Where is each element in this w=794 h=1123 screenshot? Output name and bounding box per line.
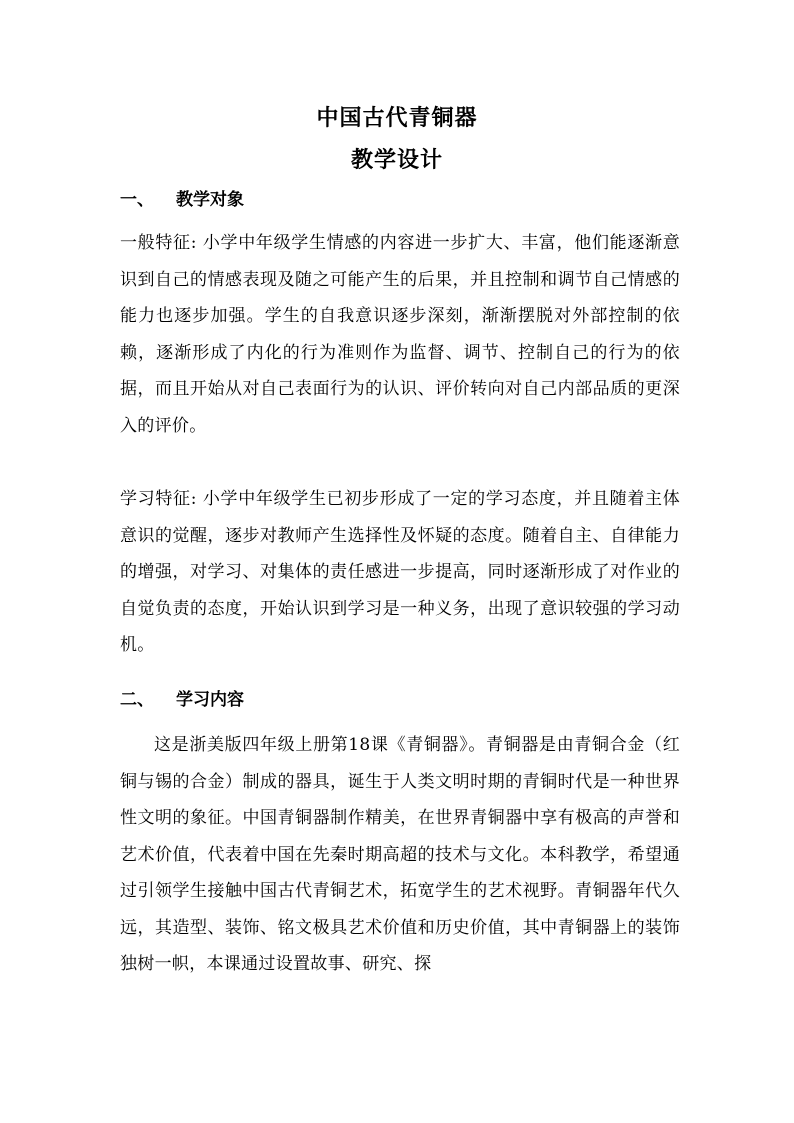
section-heading-text: 学习内容: [176, 690, 244, 710]
paragraph-learning-features: 学习特征: 小学中年级学生已初步形成了一定的学习态度，并且随着主体意识的觉醒，逐步对教师产生选择性及怀疑的态度。随着自主、自律能力的增强，对学习、对集体的责任感进一步提高，同时逐渐形成了对作业的自觉负责的态度，开始认识到学习是一种义务，出现了意识较强的学习动机。: [120, 489, 680, 655]
document-title: 中国古代青铜器: [316, 105, 478, 131]
section-heading-learning-content: [120, 687, 244, 713]
section-heading-teaching-object: [120, 187, 244, 213]
section-heading-text: 教学对象: [176, 190, 244, 210]
section-number: 一、: [120, 190, 154, 210]
section-number: 二、: [120, 690, 154, 710]
paragraph-general-features: 一般特征: 小学中年级学生情感的内容进一步扩大、丰富，他们能逐渐意识到自己的情感表现及随之可能产生的后果，并且控制和调节自己情感的能力也逐步加强。学生的自我意识逐步深刻，渐渐摆脱对外部控制的依赖，逐渐形成了内化的行为准则作为监督、调节、控制自己的行为的依据，而且开始从对自己表面行为的认识、评价转向对自己内部品质的更深入的评价。: [120, 233, 680, 436]
paragraph-learning-content: 这是浙美版四年级上册第18课《青铜器》。青铜器是由青铜合金（红铜与锡的合金）制成的器具，诞生于人类文明时期的青铜时代是一种世界性文明的象征。中国青铜器制作精美，在世界青铜器中享有极高的声誉和艺术价值，代表着中国在先秦时期高超的技术与文化。本科教学，希望通过引领学生接触中国古代青铜艺术，拓宽学生的艺术视野。青铜器年代久远，其造型、装饰、铭文极具艺术价值和历史价值，其中青铜器上的装饰独树一帜，本课通过设置故事、研究、探: [120, 735, 680, 974]
document-subtitle: 教学设计: [350, 147, 443, 173]
